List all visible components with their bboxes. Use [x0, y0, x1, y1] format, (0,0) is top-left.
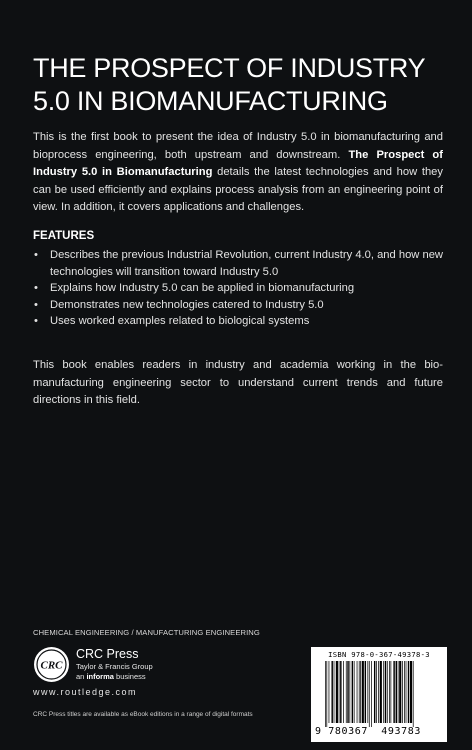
feature-text: Explains how Industry 5.0 can be applied in biomanufacturing: [50, 282, 355, 294]
barcode-bar: [367, 661, 368, 723]
barcode-bar: [331, 661, 332, 723]
barcode-bar: [402, 661, 403, 723]
intro-text-1: This is the first book to present the idea of Industry 5.0 in biomanufacturing and bioprocess engineering, both upstream and downstream.: [33, 131, 443, 161]
intro-text-2: details the latest technologies and how they can be used efficiently and explains process analysis from an engineering point of view. In addition, it covers applications and challenges.: [33, 166, 443, 213]
barcode-bar: [383, 661, 384, 723]
title-line-2: 5.0 IN BIOMANUFACTURING: [33, 86, 388, 117]
barcode-digits-group-1: 780367: [328, 726, 368, 737]
closing-paragraph: This book enables readers in industry and academia working in the bio-manufacturing engineering sector to understand current trends and future directions in this field.: [33, 359, 443, 406]
barcode-bar: [346, 661, 347, 723]
subject-category: CHEMICAL ENGINEERING / MANUFACTURING ENGINEERING: [33, 628, 260, 637]
barcode-digit-first: 9: [315, 726, 322, 737]
barcode-bar: [334, 661, 335, 723]
informa-word: informa: [86, 672, 114, 681]
barcode-bar: [326, 661, 327, 727]
bullet-glyph: •: [34, 315, 38, 327]
logo-lettering: CRC: [40, 659, 63, 672]
barcode-bar: [376, 661, 377, 723]
publisher-block: [33, 646, 233, 686]
feature-text: Describes the previous Industrial Revolution, current Industry 4.0, and how new technologies will transition toward Industry 5.0: [50, 249, 444, 278]
barcode-bar: [408, 661, 409, 723]
intro-book-title: The Prospect of Industry 5.0 in Biomanufacturing: [33, 148, 443, 178]
barcode-bar: [387, 661, 388, 723]
barcode-bar: [410, 661, 412, 723]
barcode-digits: [315, 726, 445, 737]
barcode-bar: [340, 661, 341, 723]
barcode-bar: [357, 661, 358, 723]
barcode-bar: [391, 661, 392, 723]
barcode-bar: [389, 661, 390, 723]
barcode-bar: [399, 661, 401, 723]
book-title: [33, 52, 453, 118]
feature-text: Demonstrates new technologies catered to Industry 5.0: [50, 298, 324, 311]
informa-prefix: an: [76, 672, 87, 681]
barcode-bar: [404, 661, 405, 723]
barcode-bar: [365, 661, 366, 723]
publisher-website: www.routledge.com: [33, 687, 138, 697]
feature-item: [33, 297, 443, 314]
barcode-bar: [354, 661, 355, 723]
title-line-1: THE PROSPECT OF INDUSTRY: [33, 53, 426, 84]
barcode-bar: [406, 661, 407, 723]
barcode-bar: [380, 661, 382, 723]
barcode-bar: [369, 661, 370, 727]
publisher-group: Taylor & Francis Group: [76, 662, 153, 671]
barcode-bar: [349, 661, 350, 723]
informa-suffix: business: [113, 672, 146, 681]
barcode-bar: [343, 661, 344, 723]
barcode-bar: [396, 661, 397, 723]
crc-press-logo-icon: [33, 646, 70, 683]
isbn-text: ISBN 978-0-367-49378-3: [328, 650, 430, 659]
barcode-bar: [371, 661, 372, 727]
barcode-bars: [325, 661, 441, 727]
barcode-bar: [374, 661, 375, 723]
barcode-bar: [362, 661, 364, 723]
feature-item: [33, 247, 443, 280]
feature-item: [33, 280, 443, 297]
barcode-bar: [393, 661, 394, 723]
barcode-bar: [329, 661, 330, 723]
barcode-bar: [359, 661, 360, 723]
barcode-bar: [325, 661, 326, 727]
barcode-bar: [339, 661, 340, 723]
features-list: [33, 247, 443, 330]
barcode-bar: [378, 661, 379, 723]
barcode-bar: [347, 661, 348, 723]
bullet-glyph: •: [34, 249, 38, 261]
barcode-bar: [398, 661, 399, 723]
feature-item: [33, 313, 443, 330]
barcode-bar: [385, 661, 386, 723]
informa-tagline: [76, 672, 146, 682]
isbn-barcode: [311, 647, 447, 742]
barcode-bar: [360, 661, 361, 723]
features-heading: FEATURES: [33, 230, 95, 242]
ebook-note: CRC Press titles are available as eBook editions in a range of digital formats: [33, 711, 253, 718]
barcode-bar: [413, 661, 414, 727]
publisher-name: CRC Press: [76, 647, 139, 661]
bullet-glyph: •: [34, 282, 38, 294]
feature-text: Uses worked examples related to biological systems: [50, 315, 310, 327]
barcode-digits-group-2: 493783: [381, 726, 421, 737]
bullet-glyph: •: [34, 298, 38, 311]
intro-paragraph: [33, 129, 443, 217]
barcode-bar: [336, 661, 338, 723]
barcode-bar: [352, 661, 353, 723]
